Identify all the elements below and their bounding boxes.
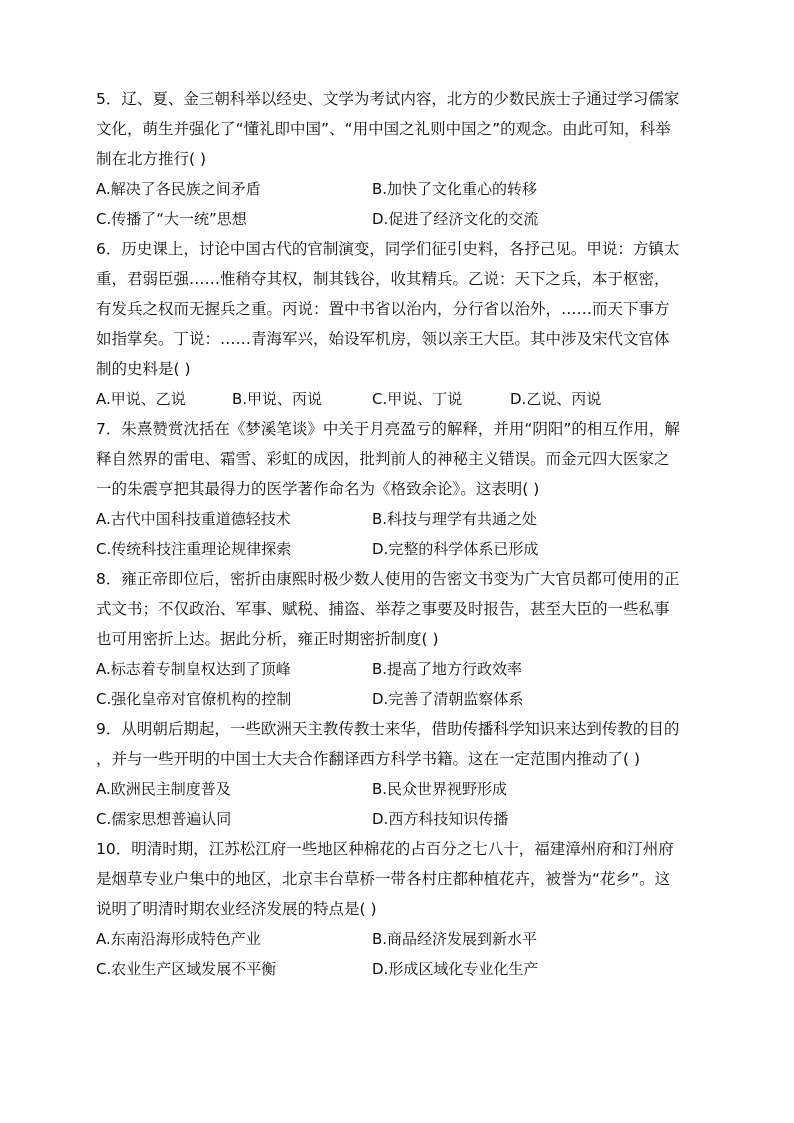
question-stem	[96, 84, 702, 174]
question-9	[96, 714, 702, 834]
question-10	[96, 834, 702, 984]
options	[96, 174, 702, 234]
option-a: A.古代中国科技重道德轻技术	[96, 510, 291, 528]
question-stem	[96, 234, 702, 384]
question-stem	[96, 564, 702, 654]
stem-line: 8．雍正帝即位后，密折由康熙时极少数人使用的告密文书变为广大官员都可使用的正	[96, 570, 680, 588]
option-d: D.乙说、丙说	[510, 390, 602, 408]
option-c: C.传播了“大一统”思想	[96, 210, 247, 228]
option-d: D.完善了清朝监察体系	[372, 690, 524, 708]
question-8	[96, 564, 702, 714]
option-d: D.促进了经济文化的交流	[372, 210, 539, 228]
question-list	[96, 84, 702, 984]
stem-line: 释自然界的雷电、霜雪、彩虹的成因，批判前人的神秘主义错误。而金元四大医家之	[96, 450, 670, 468]
option-a: A.欧洲民主制度普及	[96, 780, 231, 798]
stem-line: 6．历史课上，讨论中国古代的官制演变，同学们征引史料，各抒己见。甲说：方镇太	[96, 240, 680, 258]
stem-line: 说明了明清时期农业经济发展的特点是( )	[96, 900, 377, 918]
option-b: B.加快了文化重心的转移	[372, 180, 538, 198]
question-stem	[96, 714, 702, 774]
stem-line: 10．明清时期，江苏松江府一些地区种棉花的占百分之七八十，福建漳州府和汀州府	[96, 840, 674, 858]
options	[96, 774, 702, 834]
option-a: A.解决了各民族之间矛盾	[96, 180, 261, 198]
question-7	[96, 414, 702, 564]
stem-line: 7．朱熹赞赏沈括在《梦溪笔谈》中关于月亮盈亏的解释，并用“阴阳”的相互作用，解	[96, 420, 680, 438]
option-b: B.科技与理学有共通之处	[372, 510, 538, 528]
stem-line: 也可用密折上达。据此分析，雍正时期密折制度( )	[96, 630, 439, 648]
option-c: C.农业生产区域发展不平衡	[96, 960, 277, 978]
question-6	[96, 234, 702, 414]
stem-line: 如指掌矣。丁说：……青海军兴，始设军机房，领以亲王大臣。其中涉及宋代文官体	[96, 330, 670, 348]
option-c: C.甲说、丁说	[372, 390, 463, 408]
stem-line: 重，君弱臣强……惟稍夺其权，制其钱谷，收其精兵。乙说：天下之兵，本于枢密，	[96, 270, 670, 288]
options	[96, 924, 702, 984]
option-b: B.民众世界视野形成	[372, 780, 508, 798]
stem-line: 式文书；不仅政治、军事、赋税、捕盗、举荐之事要及时报告，甚至大臣的一些私事	[96, 600, 670, 618]
option-d: D.西方科技知识传播	[372, 810, 509, 828]
option-c: C.强化皇帝对官僚机构的控制	[96, 690, 292, 708]
option-a: A.东南沿海形成特色产业	[96, 930, 261, 948]
options	[96, 384, 702, 414]
stem-line: 5．辽、夏、金三朝科举以经史、文学为考试内容，北方的少数民族士子通过学习儒家	[96, 90, 680, 108]
option-d: D.完整的科学体系已形成	[372, 540, 539, 558]
options	[96, 654, 702, 714]
option-d: D.形成区域化专业化生产	[372, 960, 539, 978]
stem-line: 制在北方推行( )	[96, 150, 207, 168]
stem-line: 有发兵之权而无握兵之重。丙说：置中书省以治内，分行省以治外，……而天下事方	[96, 300, 670, 318]
option-c: C.传统科技注重理论规律探索	[96, 540, 292, 558]
option-b: B.商品经济发展到新水平	[372, 930, 538, 948]
option-b: B.提高了地方行政效率	[372, 660, 523, 678]
option-a: A.标志着专制皇权达到了顶峰	[96, 660, 291, 678]
option-b: B.甲说、丙说	[232, 390, 323, 408]
stem-line: 是烟草专业户集中的地区，北京丰台草桥一带各村庄都种植花卉，被誉为“花乡”。这	[96, 870, 671, 888]
question-stem	[96, 414, 702, 504]
stem-line: 文化，萌生并强化了“懂礼即中国”、“用中国之礼则中国之”的观念。由此可知，科举	[96, 120, 671, 138]
options	[96, 504, 702, 564]
option-c: C.儒家思想普遍认同	[96, 810, 232, 828]
question-stem	[96, 834, 702, 924]
stem-line: 制的史料是( )	[96, 360, 191, 378]
stem-line: 一的朱震亨把其最得力的医学著作命名为《格致余论》。这表明( )	[96, 480, 540, 498]
stem-line: 9．从明朝后期起，一些欧洲天主教传教士来华，借助传播科学知识来达到传教的目的	[96, 720, 680, 738]
option-a: A.甲说、乙说	[96, 390, 186, 408]
stem-line: ，并与一些开明的中国士大夫合作翻译西方科学书籍。这在一定范围内推动了( )	[96, 750, 641, 768]
question-5	[96, 84, 702, 234]
